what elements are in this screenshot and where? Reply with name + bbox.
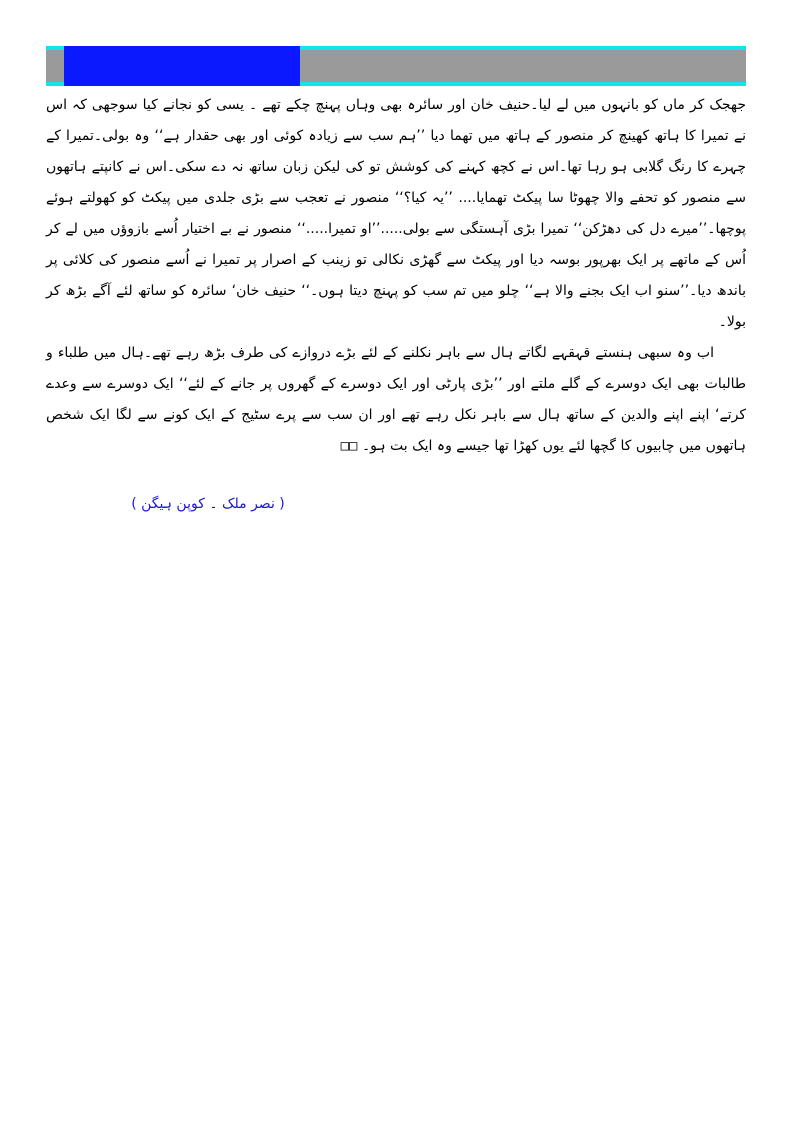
article-body xyxy=(46,90,746,462)
paragraph-1: جھجک کر ماں کو بانہوں میں لے لیا۔حنیف خان اور سائرہ بھی وہاں پہنچ چکے تھے ۔ یسی کو نجانے کیا سوجھی کہ اس نے تمیرا کا ہاتھ کھینچ کر منصور کے ہاتھ میں تھما دیا ’’ہم سب سے زیادہ کوئی اور بھی حقدار ہے‘‘ وہ بولی۔تمیرا کے چہرے کا رنگ گلابی ہو رہا تھا۔اس نے کچھ کہنے کی کوشش تو کی لیکن زبان ساتھ نہ دے سکی۔اس نے کانپتے ہاتھوں سے منصور کو تحفے والا چھوٹا سا پیکٹ تھمایا.... ’’یہ کیا؟‘‘ منصور نے تعجب سے بڑی جلدی میں پیکٹ کو کھولتے ہوئے پوچھا۔’’میرے دل کی دھڑکن‘‘ تمیرا بڑی آہستگی سے بولی.....’’او تمیرا.....‘‘ منصور نے بے اختیار اُسے بازوؤں میں لے کر اُس کے ماتھے پر ایک بھرپور بوسہ دیا اور پیکٹ سے گھڑی نکالی تو زینب کے اصرار پر تمیرا نے اُسے منصور کی کلائی پر باندھ دیا۔’’سنو اب ایک بجنے والا ہے‘‘ چلو میں تم سب کو پہنچ دیتا ہوں۔‘‘ حنیف خان‘ سائرہ کو ساتھ لئے آگے بڑھ کر بولا۔ xyxy=(46,97,747,330)
author-signature: ( نصر ملک ۔ کوپن ہیگن ) xyxy=(131,496,285,512)
header-color-block xyxy=(64,46,300,86)
paragraph-2-text: اب وہ سبھی ہنستے قہقہے لگاتے ہال سے باہر نکلنے کے لئے بڑے دروازے کی طرف بڑھ رہے تھے۔ہال میں طلباء و طالبات بھی ایک دوسرے کے گلے ملتے اور ’’بڑی پارٹی اور ایک دوسرے کے گھروں پر جانے کے لئے‘‘ ایک دوسرے سے وعدے کرتے‘ اپنے اپنے والدین کے ساتھ ہال سے باہر نکل رہے تھے اور ان سب سے پرے سٹیج کے ایک کونے سے لگا ایک شخص ہاتھوں میں چابیوں کا گچھا لئے یوں کھڑا تھا جیسے وہ ایک بت ہو۔ xyxy=(46,345,746,454)
paragraph-2 xyxy=(46,338,746,462)
end-of-story-marks: □□ xyxy=(340,438,358,454)
